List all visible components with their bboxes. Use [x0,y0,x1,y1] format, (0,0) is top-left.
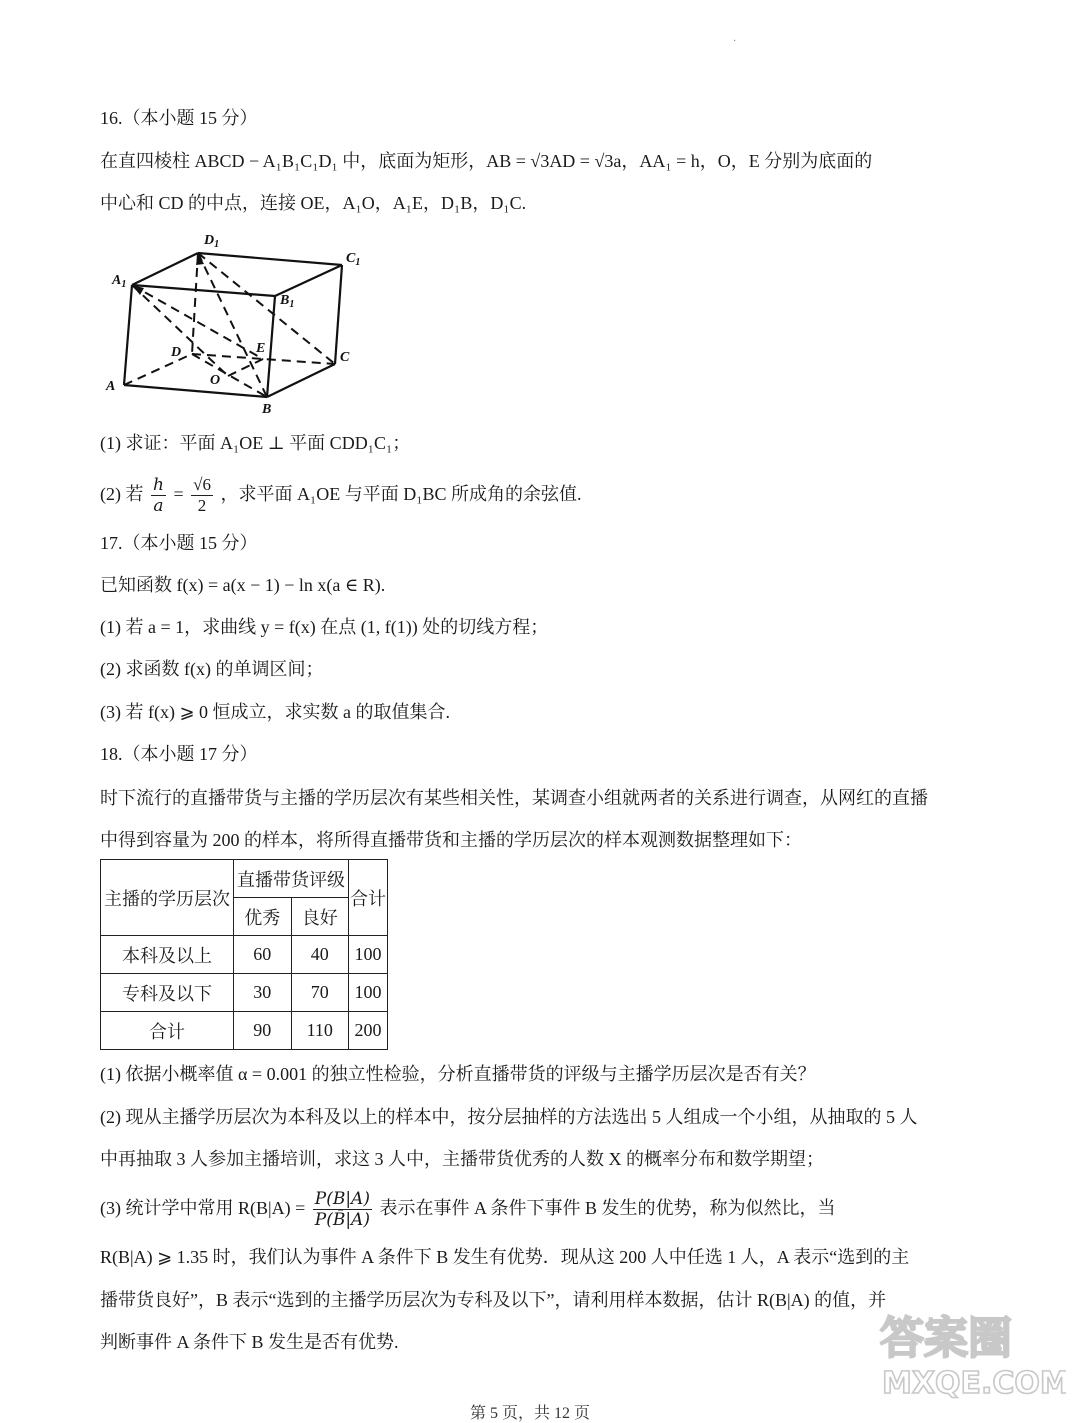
seg-OE [228,359,263,376]
label-C1: $C_1$ [346,251,361,268]
table-cell: 90 [234,1012,292,1050]
table-row [101,974,388,1012]
edge-BC [267,364,335,397]
q16-part2-pre: (2) 若 [100,484,144,504]
label-O: O [210,373,221,388]
q18-stem-line2: 中得到容量为 200 的样本，将所得直播带货和主播的学历层次的样本观测数据整理如下： [100,830,802,850]
label-D: D [171,345,182,360]
q18-part3-line3: 播带货良好”，B 表示“选到的主播学历层次为专科及以下”，请利用样本数据，估计 R(B|A) 的值，并 [100,1290,887,1310]
table-cell-label: 专科及以下 [101,974,234,1012]
edge-AD [124,354,192,385]
q16-part1: (1) 求证：平面 A₁OE ⊥ 平面 CDD₁C₁； [100,433,411,453]
table-total-header: 合计 [349,860,388,936]
table-group-header: 直播带货评级 [234,860,349,898]
fraction-sqrt6-over-2: $\frac{√6}{2}$ [193,475,211,516]
contingency-table [100,859,388,1050]
q18-part2-line2: 中再抽取 3 人参加主播培训，求这 3 人中，主播带货优秀的人数 X 的概率分布和数学期望； [100,1149,824,1169]
page-footer: 第 5 页，共 12 页 [470,1405,591,1422]
q16-part2-post: ，求平面 A₁OE 与平面 D₁BC 所成角的余弦值. [220,484,582,504]
edge-D1C1 [198,253,342,265]
label-B: B [262,402,272,417]
edge-C1B1 [275,265,342,296]
watermark-text-url: MXQE.COM [882,1366,1066,1401]
edge-A1B1 [132,285,275,296]
q18-part3-line1 [100,1186,984,1232]
q16-stem-line1: 在直四棱柱 ABCD − A₁B₁C₁D₁ 中，底面为矩形，AB = √3AD = √3a，AA₁ = h，O，E 分别为底面的 [100,151,873,171]
q18-part3-line2: R(B|A) ⩾ 1.35 时，我们认为事件 A 条件下 B 发生有优势．现从这 200 人中任选 1 人，A 表示“选到的主 [100,1247,910,1267]
label-B1: $B_1$ [280,293,295,310]
watermark-text-cn: 答案圈 [880,1313,1012,1364]
q16-title: 16.（本小题 15 分） [100,108,258,128]
table-col-excellent: 优秀 [234,898,292,936]
q16-stem-line2: 中心和 CD 的中点，连接 OE，A₁O，A₁E，D₁B，D₁C. [100,193,527,213]
watermark-logo [876,1301,1066,1401]
prism-figure [100,228,370,418]
q17-stem: 已知函数 f(x) = a(x − 1) − ln x(a ∈ R). [100,575,386,595]
table-col-good: 良好 [291,898,349,936]
fraction-h-over-a: $\frac{h}{a}$ [153,475,164,517]
prism-diagram [100,228,370,418]
edge-A1D1 [132,253,198,285]
table-cell: 40 [291,936,349,974]
table-cell: 70 [291,974,349,1012]
table-cell: 100 [349,936,388,974]
q18-stem-line1: 时下流行的直播带货与主播的学历层次有某些相关性，某调查小组就两者的关系进行调查，从网红的直播 [100,788,928,808]
edge-AB [124,385,267,397]
q17-part3: (3) 若 f(x) ⩾ 0 恒成立，求实数 a 的取值集合. [100,702,451,722]
edge-DD1 [192,253,198,354]
table-cell-label: 本科及以上 [101,936,234,974]
seg-D1C [198,253,335,364]
label-E: E [256,341,266,356]
q16-part2 [100,472,984,518]
q18-part3-pre: (3) 统计学中常用 R(B|A) = [100,1198,306,1218]
table-cell: 110 [291,1012,349,1050]
q18-title: 18.（本小题 17 分） [100,744,258,764]
q16-part2-eq: = [173,484,184,504]
table-row-header: 主播的学历层次 [101,860,234,936]
table-cell: 30 [234,974,292,1012]
q18-part3-line4: 判断事件 A 条件下 B 发生是否有优势. [100,1332,399,1352]
likelihood-ratio-fraction: $\frac{P(B|A)}{P(B̄|A)}$ [314,1189,370,1231]
q17-title: 17.（本小题 15 分） [100,533,258,553]
label-A1: $A_1$ [112,273,127,290]
table-row [101,936,388,974]
q18-part2-line1: (2) 现从主播学历层次为本科及以上的样本中，按分层抽样的方法选出 5 人组成一个小组，从抽取的 5 人 [100,1107,918,1127]
table-cell-label: 合计 [101,1012,234,1050]
edge-AA1 [124,285,132,385]
label-C: C [340,350,350,365]
table-cell: 200 [349,1012,388,1050]
q18-part1: (1) 依据小概率值 α = 0.001 的独立性检验，分析直播带货的评级与主播学历层次是否有关？ [100,1064,816,1084]
seg-D1B [198,253,267,397]
q17-part1: (1) 若 a = 1，求曲线 y = f(x) 在点 (1, f(1)) 处的切线方程； [100,617,549,637]
table-cell: 100 [349,974,388,1012]
label-D1: $D_1$ [204,233,220,250]
q18-part3-post: 表示在事件 A 条件下事件 B 发生的优势，称为似然比，当 [379,1198,836,1218]
label-A: A [106,379,116,394]
q17-part2: (2) 求函数 f(x) 的单调区间； [100,659,324,679]
table-row [101,1012,388,1050]
table-cell: 60 [234,936,292,974]
stray-dot: · [733,36,737,47]
